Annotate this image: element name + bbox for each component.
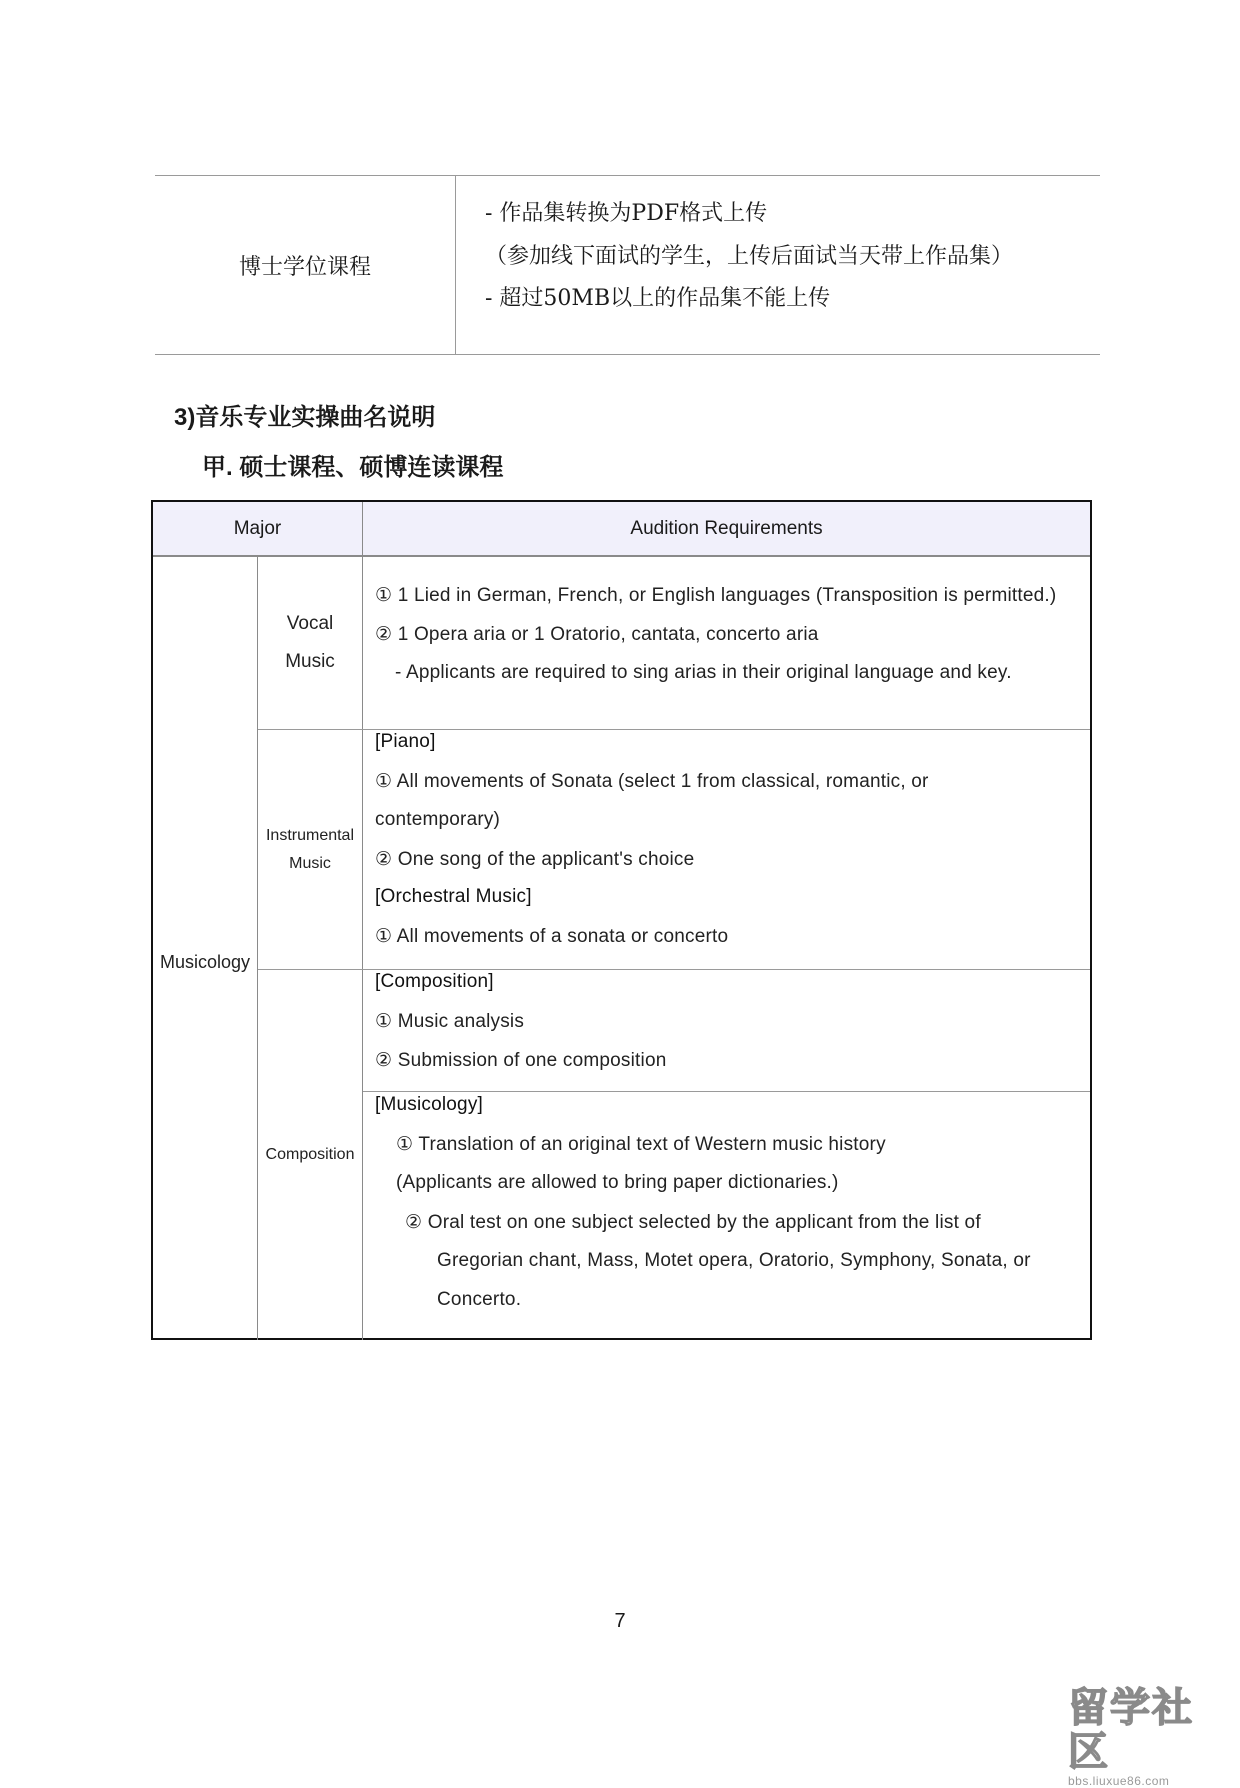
header-major: Major (233, 517, 282, 539)
orchestral-heading: [Orchestral Music] (375, 886, 532, 907)
musicology-item-2-line-2: Gregorian chant, Mass, Motet opera, Oratorio, Symphony, Sonata, or (437, 1250, 1031, 1271)
doctoral-requirement-line-1: - 作品集转换为PDF格式上传 (485, 201, 768, 226)
piano-item-2: ② One song of the applicant's choice (375, 849, 695, 870)
piano-item-1-line-1: ① All movements of Sonata (select 1 from classical, romantic, or (375, 771, 929, 792)
doctoral-requirement-line-3: - 超过50MB以上的作品集不能上传 (485, 286, 831, 311)
watermark-text: 留学社区 (1068, 1686, 1194, 1774)
row-divider-composition-sub (363, 1091, 1090, 1092)
vocal-item-2: ② 1 Opera aria or 1 Oratorio, cantata, concerto aria (375, 624, 819, 645)
musicology-item-2-line-1: ② Oral test on one subject selected by the applicant from the list of (405, 1212, 981, 1233)
piano-heading: [Piano] (375, 731, 436, 752)
major-vocal-music (258, 557, 362, 729)
musicology-item-2-line-3: Concerto. (437, 1289, 522, 1310)
composition-item-2: ② Submission of one composition (375, 1050, 667, 1071)
major-composition (258, 970, 362, 1340)
department-musicology (153, 557, 257, 1339)
vocal-item-1: ① 1 Lied in German, French, or English languages (Transposition is permitted.) (375, 585, 1057, 606)
composition-item-1: ① Music analysis (375, 1011, 525, 1032)
doctoral-requirements-table (155, 175, 1100, 355)
musicology-item-1: ① Translation of an original text of Western music history (396, 1134, 886, 1155)
header-audition-requirements: Audition Requirements (630, 517, 823, 539)
doctoral-requirement-line-2: （参加线下面试的学生，上传后面试当天带上作品集） (485, 244, 1014, 269)
doctoral-program-label: 博士学位课程 (155, 176, 456, 354)
watermark-logo (1068, 1686, 1228, 1788)
row-divider-vocal (258, 729, 1090, 730)
vocal-label-line-2: Music (285, 651, 335, 672)
section-heading: 3)音乐专业实操曲名说明 (174, 404, 436, 431)
musicology-item-1-note: (Applicants are allowed to bring paper dictionaries.) (396, 1172, 839, 1193)
composition-heading: [Composition] (375, 971, 494, 992)
vocal-label-line-1: Vocal (286, 613, 334, 634)
major-instrumental-music (258, 730, 362, 969)
musicology-heading: [Musicology] (375, 1094, 483, 1115)
piano-item-1-line-2: contemporary) (375, 809, 501, 830)
department-label: Musicology (159, 951, 251, 972)
watermark-url: bbs.liuxue86.com (1068, 1774, 1170, 1788)
instrumental-label-line-2: Music (289, 854, 331, 872)
table-header-row (153, 502, 1090, 557)
composition-label: Composition (265, 1146, 355, 1163)
subsection-heading: 甲. 硕士课程、硕博连读课程 (202, 454, 504, 481)
instrumental-label-line-1: Instrumental (265, 826, 355, 844)
column-divider-major (362, 557, 363, 1340)
row-divider-instrumental (258, 969, 1090, 970)
orchestral-item-1: ① All movements of a sonata or concerto (375, 926, 729, 947)
page-number: 7 (614, 1610, 626, 1632)
vocal-item-3: - Applicants are required to sing arias in their original language and key. (395, 662, 1012, 683)
audition-requirements-table (151, 500, 1092, 1340)
